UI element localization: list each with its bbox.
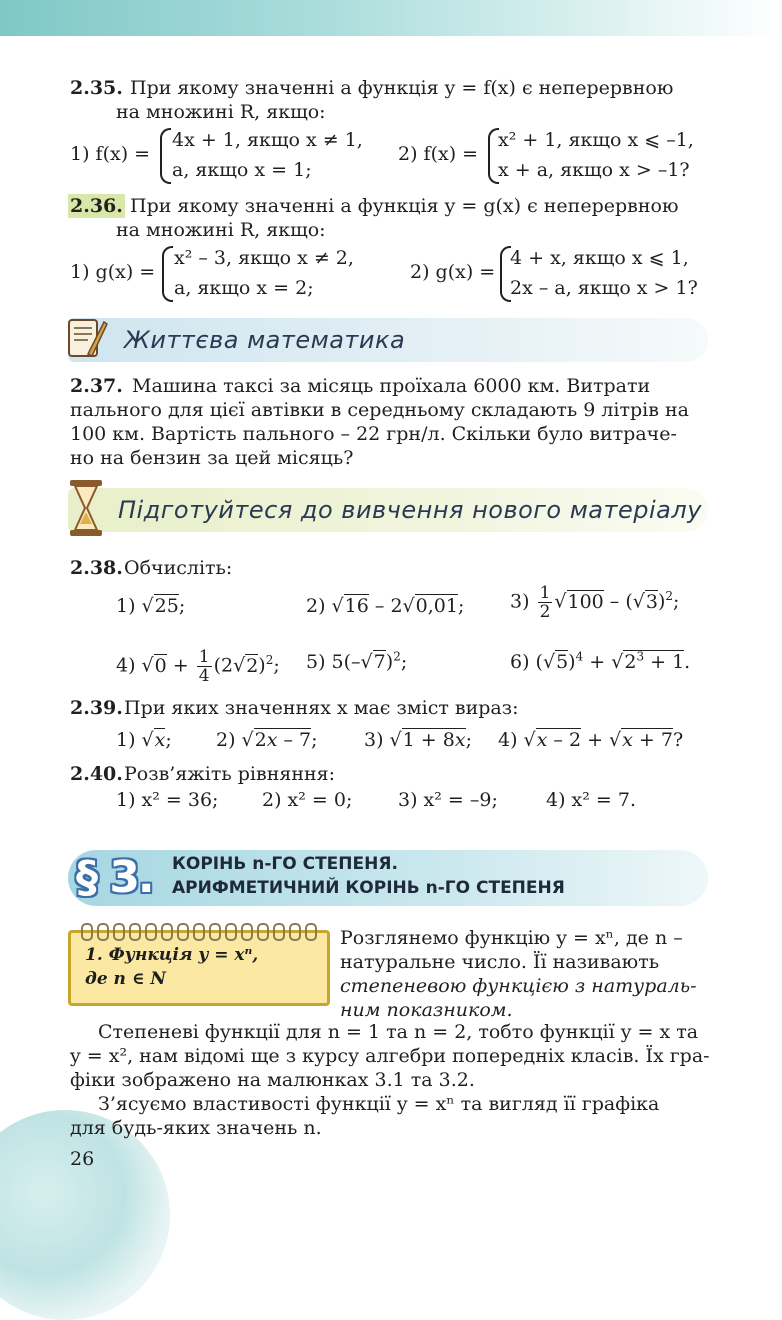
exercise-item: 3) √1 + 8x; — [364, 729, 472, 751]
case-line: x² + 1, якщо x ⩽ –1, — [498, 129, 694, 151]
problem-text: Обчисліть: — [124, 557, 233, 579]
exercise-item: 1) x² = 36; — [116, 789, 219, 811]
body-text: фіки зображено на малюнках 3.1 та 3.2. — [70, 1069, 475, 1091]
body-text: для будь-яких значень n. — [70, 1117, 322, 1139]
problem-number: 2.37. — [70, 375, 123, 397]
function-label: 2) f(x) = — [398, 143, 479, 165]
exercise-item: 2) √16 – 2√0,01; — [306, 595, 465, 617]
problem-text: При якому значенні a функція y = g(x) є неперервною — [130, 195, 679, 217]
problem-text: При яких значеннях x має зміст вираз: — [124, 697, 519, 719]
exercise-item: 2) √2x – 7; — [216, 729, 318, 751]
exercise-item: 4) √x – 2 + √x + 7? — [498, 729, 684, 751]
problem-number: 2.40. — [70, 763, 123, 785]
section-number: § 3. — [76, 852, 153, 903]
case-line: a, якщо x = 1; — [172, 159, 312, 181]
problem-text: но на бензин за цей місяць? — [70, 447, 354, 469]
exercise-item: 2) x² = 0; — [262, 789, 353, 811]
function-label: 1) f(x) = — [70, 143, 151, 165]
exercise-item: 1) √x; — [116, 729, 172, 751]
problem-text: При якому значенні a функція y = f(x) є неперервною — [130, 77, 674, 99]
problem-number: 2.39. — [70, 697, 123, 719]
page-number: 26 — [70, 1148, 95, 1170]
exercise-item: 1) √25; — [116, 595, 186, 617]
problem-text: на множині R, якщо: — [116, 101, 326, 123]
section-title: КОРІНЬ n-ГО СТЕПЕНЯ. — [172, 854, 398, 874]
note-title: де n ∈ N — [85, 969, 166, 989]
note-title: 1. Функція y = xⁿ, — [85, 945, 259, 965]
body-text: ним показником. — [340, 999, 513, 1021]
body-text: натуральне число. Її називають — [340, 951, 660, 973]
case-line: 4 + x, якщо x ⩽ 1, — [510, 247, 689, 269]
exercise-item: 5) $5(-√7)^2$; — [306, 649, 408, 673]
topic-note-box — [68, 930, 330, 1006]
section-title: АРИФМЕТИЧНИЙ КОРІНЬ n-ГО СТЕПЕНЯ — [172, 878, 565, 898]
exercise-item: 6) $(√5)^4 + √2^3 + 1$. — [510, 649, 691, 673]
body-text: y = x², нам відомі ще з курсу алгебри попередніх класів. Їх гра- — [70, 1045, 710, 1067]
problem-text: 100 км. Вартість пального – 22 грн/л. Скільки було витраче- — [70, 423, 677, 445]
body-text: степеневою функцією з натураль- — [340, 975, 697, 997]
case-line: x + a, якщо x > –1? — [498, 159, 690, 181]
corner-decoration — [0, 1110, 170, 1320]
case-line: 4x + 1, якщо x ≠ 1, — [172, 129, 363, 151]
hourglass-icon — [68, 478, 104, 538]
case-line: a, якщо x = 2; — [174, 277, 314, 299]
problem-number: 2.35. — [70, 77, 123, 99]
case-line: x² – 3, якщо x ≠ 2, — [174, 247, 354, 269]
body-text: З’ясуємо властивості функції y = xⁿ та вигляд її графіка — [98, 1093, 660, 1115]
exercise-item: 3) x² = –9; — [398, 789, 498, 811]
problem-number: 2.36. — [70, 195, 123, 217]
exercise-item: 4) √0 + $\frac{1}{4}$ $(2√2)^2$; — [116, 647, 280, 686]
function-label: 1) g(x) = — [70, 261, 156, 283]
top-decorative-bar — [0, 0, 782, 36]
body-text: Розглянемо функцію y = xⁿ, де n – — [340, 927, 683, 949]
problem-text: пального для цієї автівки в середньому складають 9 літрів на — [70, 399, 689, 421]
banner-title: Підготуйтеся до вивчення нового матеріалу — [118, 496, 702, 524]
notebook-pencil-icon — [66, 314, 108, 360]
exercise-item: 3) $\frac{1}{2}$ $√100 - (√3)^2$; — [510, 583, 680, 622]
banner-title: Життєва математика — [124, 326, 406, 354]
problem-number: 2.38. — [70, 557, 123, 579]
problem-text: на множині R, якщо: — [116, 219, 326, 241]
body-text: Степеневі функції для n = 1 та n = 2, тобто функції y = x та — [98, 1021, 699, 1043]
problem-text: Машина таксі за місяць проїхала 6000 км. Витрати — [132, 375, 651, 397]
brace — [160, 128, 171, 184]
function-label: 2) g(x) = — [410, 261, 496, 283]
brace — [162, 246, 173, 302]
case-line: 2x – a, якщо x > 1? — [510, 277, 698, 299]
problem-text: Розв’яжіть рівняння: — [124, 763, 336, 785]
exercise-item: 4) x² = 7. — [546, 789, 636, 811]
